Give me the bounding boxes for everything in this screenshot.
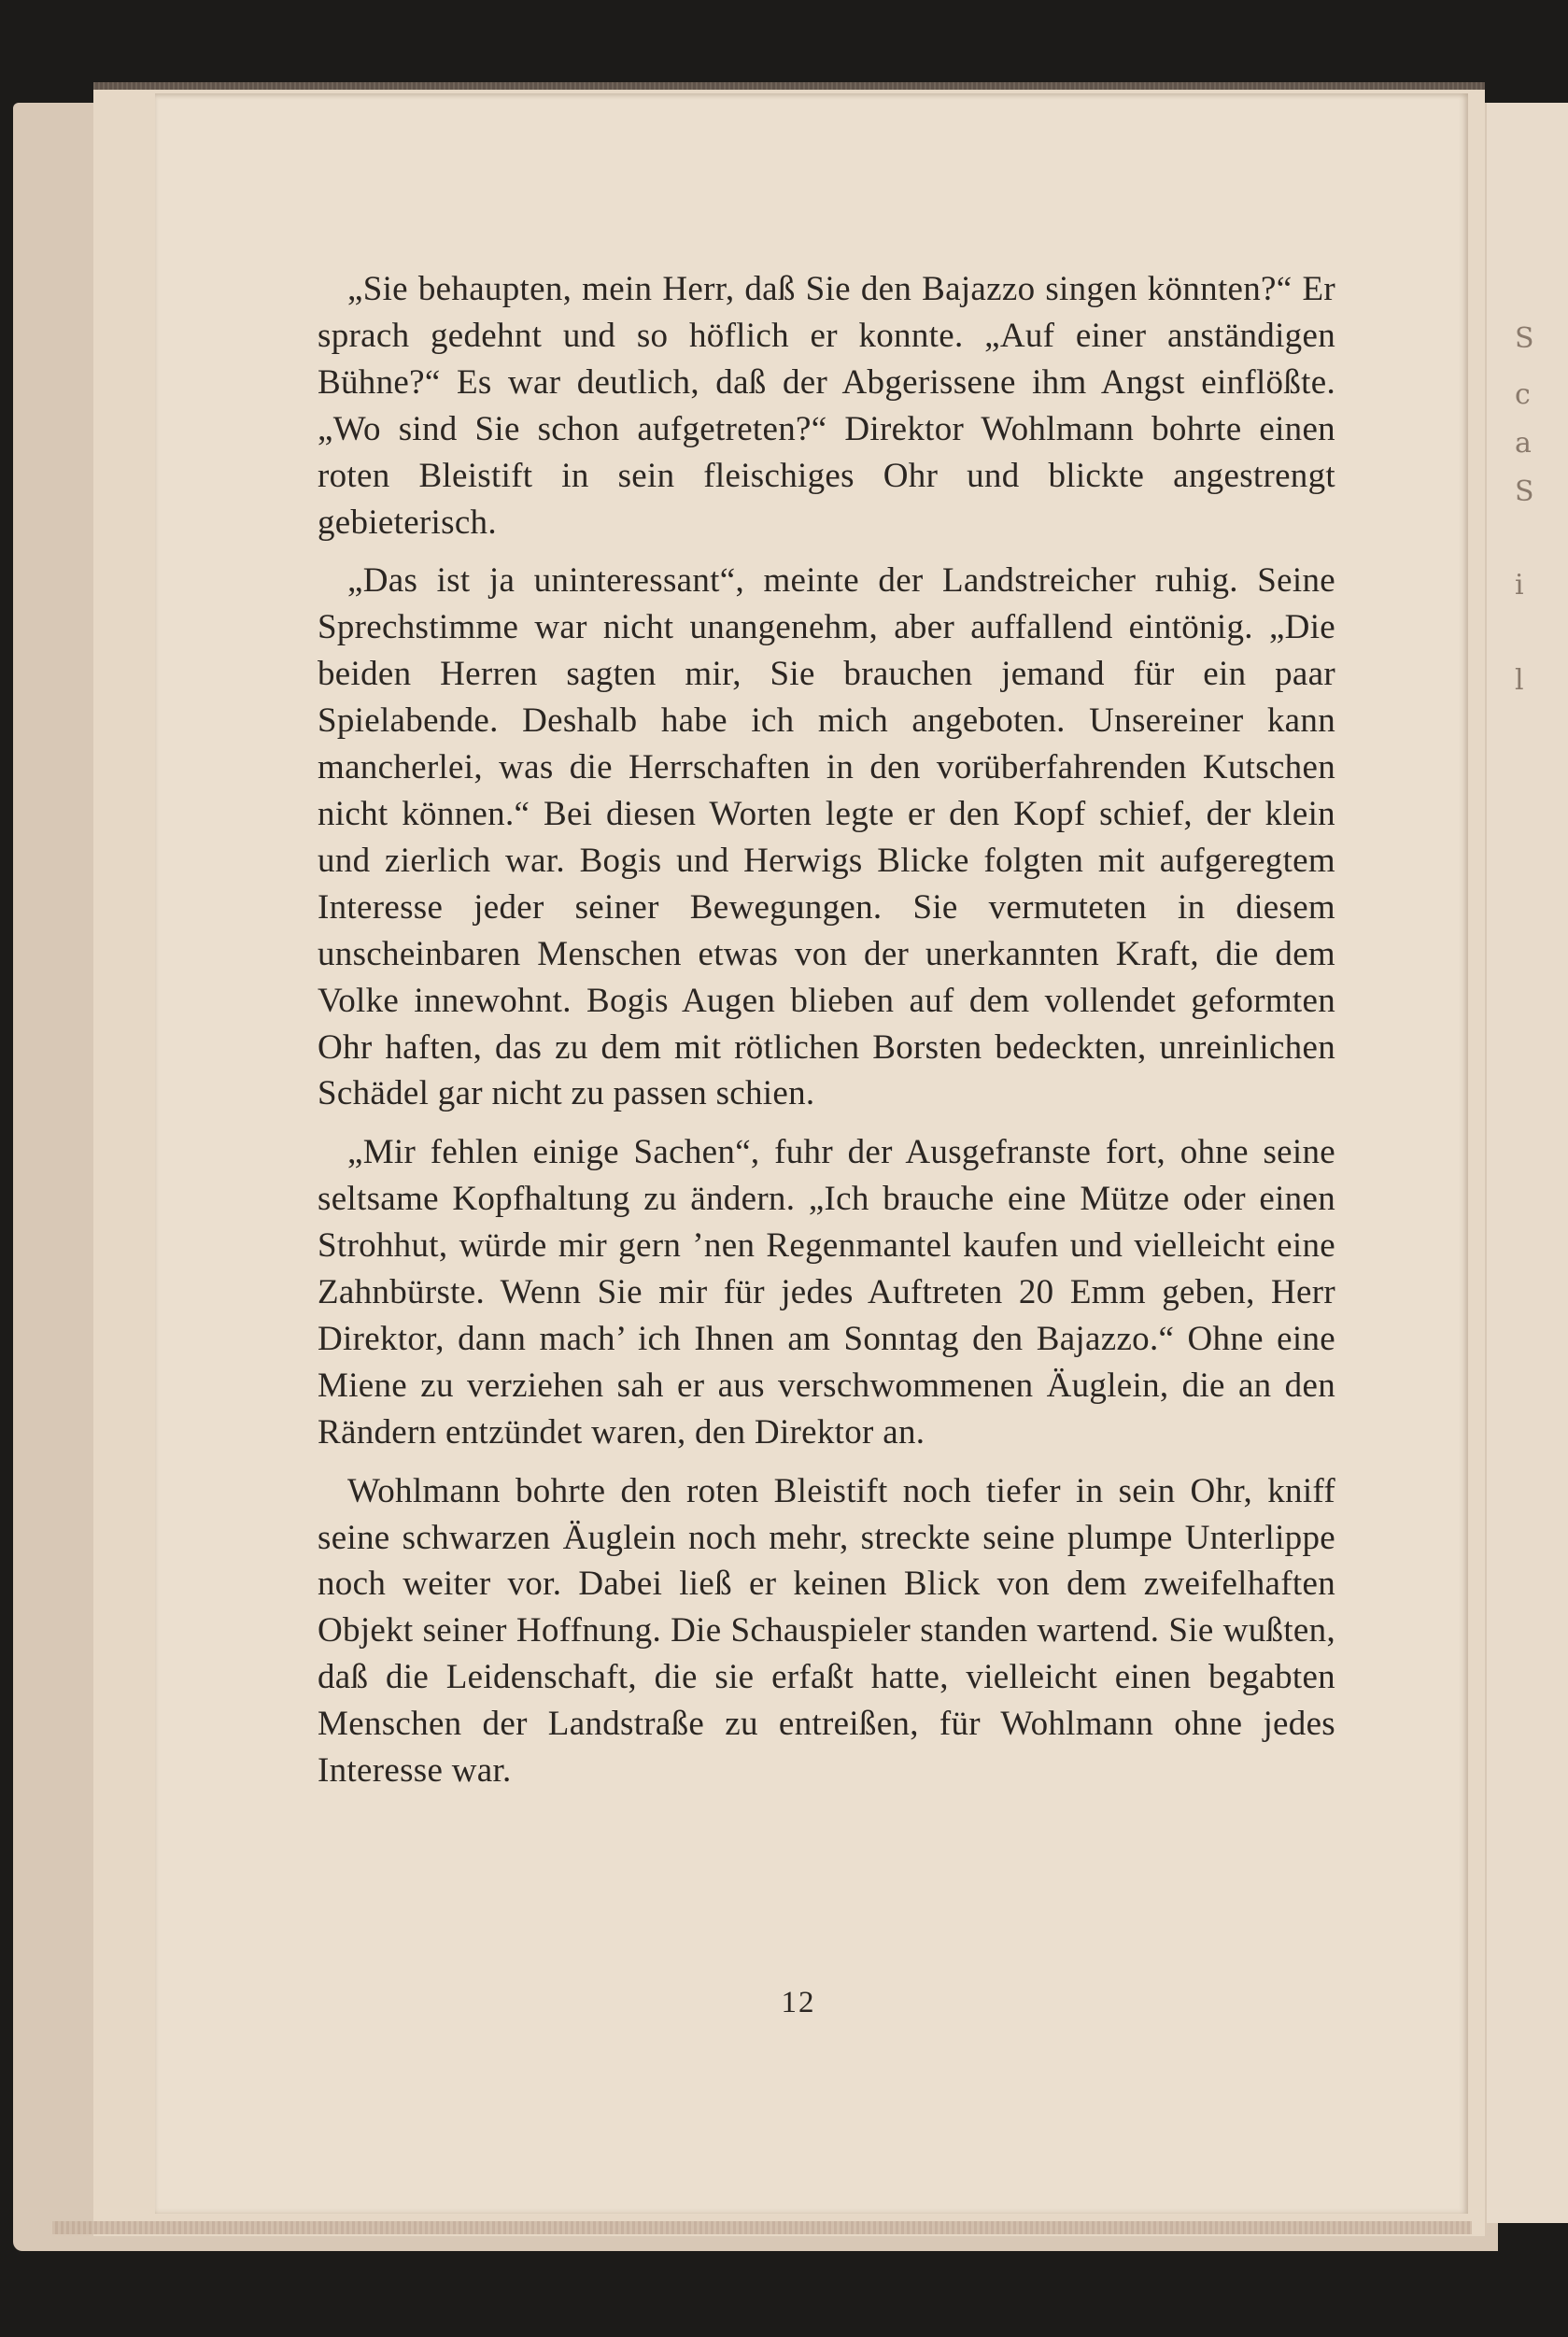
paragraph-text: „Das ist ja uninteressant“, meinte der Landstreicher ruhig. Seine Sprechstimme war nicht unangenehm, aber auffallend eintönig. „Die beiden Herren sagten mir, Sie brauchen jemand für ein paar Spielabende. Deshalb habe ich mich angeboten. Unsereiner kann mancherlei, was die Herrschaften in den vorüberfahrenden Kutschen nicht können.“ Bei diesen Worten legte er den Kopf schief, der klein und zierlich war. Bogis und Herwigs Blicke folgten mit aufgeregtem Interesse jeder seiner Bewegungen. Sie vermuteten in diesem unscheinbaren Menschen etwas von der unerkannten Kraft, die dem Volke innewohnt. Bogis Augen blieben auf dem vollendet geformten Ohr haften, das zu dem mit rötlichen Borsten bedeckten, unreinlichen Schädel gar nicht zu passen schien. <box>318 561 1335 1113</box>
page-number: 12 <box>781 1986 816 2019</box>
next-page-edge <box>1487 103 1568 2223</box>
next-page-letter: c <box>1515 378 1531 411</box>
paragraph-text: „Mir fehlen einige Sachen“, fuhr der Ausgefranste fort, ohne seine seltsame Kopfhaltung zu ändern. „Ich brauche eine Mütze oder einen Strohhut, würde mir gern ’nen Regenmantel kaufen und vielleicht eine Zahnbürste. Wenn Sie mir für jedes Auftreten 20 Emm geben, Herr Direktor, dann mach’ ich Ihnen am Sonntag den Bajazzo.“ Ohne eine Miene zu verziehen sah er aus verschwommenen Äuglein, die an den Rändern entzündet waren, den Direktor an. <box>318 1133 1335 1452</box>
next-page-letter: l <box>1515 664 1524 697</box>
paragraph <box>318 1468 1335 1794</box>
paragraph <box>318 266 1335 545</box>
paragraph-text: Wohlmann bohrte den roten Bleistift noch tiefer in sein Ohr, kniff seine schwarzen Äuglein noch mehr, streckte seine plumpe Unterlippe noch weiter vor. Dabei ließ er keinen Blick von dem zweifelhaften Objekt seiner Hoffnung. Die Schauspieler standen wartend. Sie wußten, daß die Leidenschaft, die sie erfaßt hatte, vielleicht einen begabten Menschen der Landstraße zu entreißen, für Wohlmann ohne jedes Interesse war. <box>318 1471 1335 1791</box>
next-page-letter: a <box>1515 427 1532 460</box>
next-page-letter: S <box>1515 322 1534 355</box>
next-page-letter: S <box>1515 475 1534 508</box>
page-body-text <box>318 266 1335 1806</box>
paragraph <box>318 1129 1335 1455</box>
next-page-letter: i <box>1515 569 1524 602</box>
page-edge-bottom <box>52 2221 1472 2234</box>
paragraph-text: „Sie behaupten, mein Herr, daß Sie den Bajazzo singen könnten?“ Er sprach gedehnt und so höflich er konnte. „Auf einer anständigen Bühne?“ Es war deutlich, daß der Abgerissene ihm Angst einflößte. „Wo sind Sie schon aufgetreten?“ Direktor Wohlmann bohrte einen roten Bleistift in sein fleischiges Ohr und blickte angestrengt gebieterisch. <box>318 270 1335 542</box>
paragraph <box>318 558 1335 1117</box>
